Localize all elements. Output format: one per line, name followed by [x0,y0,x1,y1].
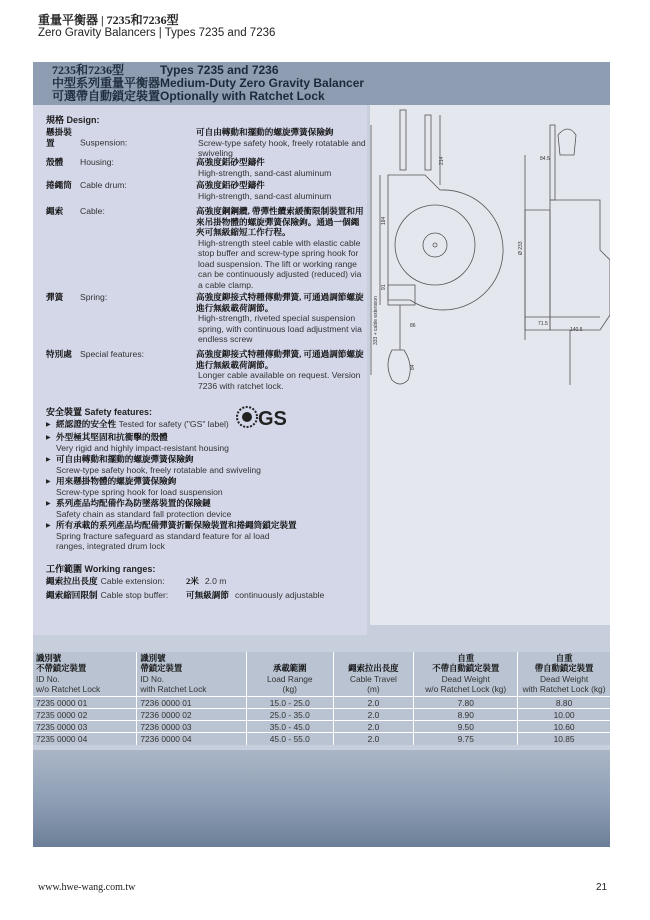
table-cell: 7236 0000 03 [137,721,247,733]
table-header [333,652,414,697]
table-cell: 2.0 [333,733,414,745]
working-row [46,576,366,587]
table-cell: 2.0 [333,697,414,709]
design-desc [196,127,366,159]
page-number: 21 [596,882,608,893]
table-cell: 8.90 [414,709,518,721]
dim-label: 184 [381,216,387,225]
dim-label: Ø 233 [518,241,524,255]
table-header-line: Load Range [266,674,313,684]
safety-item-text [46,454,366,475]
header-title-en: Zero Gravity Balancers | Types 7235 and 7236 [38,27,276,39]
header-title-cn: 重量平衡器 | 7235和7236型 [38,13,179,27]
design-desc [196,292,366,345]
dim-label: 84 [410,364,416,370]
table-header-line: with Ratchet Lock (kg) [522,684,606,694]
table-header [246,652,333,697]
table-header-line: 不帶鎖定裝置 [36,664,87,673]
footer-url[interactable]: www.hwe-wang.com.tw [38,882,136,893]
safety-item-text [46,498,366,519]
title-cn-line: 中型系列重量平衡器 [52,76,161,90]
title-en-line: Types 7235 and 7236 [160,63,279,77]
design-desc-cn: 高強度鋁砂型鑄件 [196,157,265,167]
table-header-line: 不帶自動鎖定裝置 [432,664,500,673]
design-label-cn: 捲繩筒 [46,180,72,190]
design-label-cn: 彈簧 [46,292,64,302]
working-value-en: continuously adjustable [234,590,325,600]
table-header-line: 識別號 [36,654,62,663]
dim-label: 91 [381,284,387,290]
background-photo [33,750,610,847]
table-header-line: 繩索拉出長度 [348,664,399,673]
table-cell: 7235 0000 02 [33,709,137,721]
table-header-line: w/o Ratchet Lock [36,684,101,694]
design-label-en: Cable drum: [80,180,127,190]
design-label-cn: 繩索 [46,206,64,216]
dim-label: 84.5 [540,156,550,162]
design-desc-cn: 高強度鋼鋼纜, 帶彈性纜索緩衝限制裝置和用來吊掛物體的螺旋彈簧保險鉤。通過一個繩夾可無級縮短工作行程。 [196,206,364,237]
specs-table [33,652,610,745]
safety-item-text [46,419,366,430]
design-label-en: Spring: [80,292,108,302]
working-heading: 工作範圍 Working ranges: [46,564,156,574]
working-value-cn: 2米 [186,576,199,586]
table-header-line: Dead Weight [539,674,589,684]
design-label-en: Suspension: [80,137,128,148]
safety-item-en: Spring fracture safeguard as standard feature for al load ranges, integrated drum lock [56,530,270,551]
design-label-en: Special features: [80,349,145,359]
table-cell: 10.85 [518,733,610,745]
design-desc [196,206,366,290]
table-cell: 15.0 - 25.0 [246,697,333,709]
table-cell: 10.00 [518,709,610,721]
table-cell: 2.0 [333,709,414,721]
working-label-cn: 繩索拉出長度 [46,576,98,586]
design-desc [196,157,366,178]
table-cell: 7235 0000 01 [33,697,137,709]
safety-item-cn: 用來懸掛物體的螺旋彈簧保險鉤 [56,476,177,486]
table-cell: 7235 0000 04 [33,733,137,745]
safety-item [46,498,366,519]
table-row [33,733,610,745]
design-desc-cn: 可自由轉動和擺動的螺旋彈簧保險鉤 [196,127,334,137]
table-row [33,697,610,709]
table-header-line: ID No. [36,674,60,684]
safety-item-en: Screw-type safety hook, freely rotatable and swiveling [56,464,261,475]
safety-item [46,520,366,552]
safety-item-cn: 可自由轉動和擺動的螺旋彈簧保險鉤 [56,454,194,464]
table-cell: 7236 0000 01 [137,697,247,709]
design-label [46,127,127,148]
design-label-cn: 殼體 [46,157,64,167]
design-label-cn: 特別處 [46,349,72,359]
design-desc [196,180,366,201]
table-header [518,652,610,697]
working-value-en: 2.0 m [204,576,227,586]
safety-item-en: Safety chain as standard fall protection device [56,508,232,519]
working-value [186,590,324,601]
svg-text:GS: GS [258,408,287,429]
dim-label: 140.5 [570,327,583,333]
table-cell: 7236 0000 04 [137,733,247,745]
working-label-en: Cable stop buffer: [100,590,169,600]
table-header-line: w/o Ratchet Lock (kg) [425,684,507,694]
safety-item-cn: 外型極其堅固和抗衝擊的殼體 [56,432,168,442]
table-cell: 2.0 [333,721,414,733]
table-cell: 7235 0000 03 [33,721,137,733]
dim-label: 333 + cable extension [373,296,379,345]
design-desc-en: High-strength, sand-cast aluminum [198,167,332,178]
table-header-line: 帶鎖定裝置 [140,664,183,673]
safety-item [46,454,366,475]
design-label [46,157,114,168]
table-cell: 45.0 - 55.0 [246,733,333,745]
table-row [33,709,610,721]
table-cell: 35.0 - 45.0 [246,721,333,733]
safety-item-text [46,520,366,552]
safety-item [46,432,366,453]
table-cell: 8.80 [518,697,610,709]
table-header-line: (kg) [282,684,297,694]
design-label [46,292,107,303]
dim-label: 86 [410,323,416,329]
design-desc-en: High-strength steel cable with elastic cable stop buffer and screw-type spring hook for load suspension. The lift or working range can be continuously adjusted (reduced) via a cable clamp. [198,237,362,290]
title-en-line: Medium-Duty Zero Gravity Balancer [160,76,365,90]
design-label-cn: 懸掛裝置 [46,127,72,148]
safety-item-text [46,476,366,497]
table-header-line: Dead Weight [441,674,490,684]
working-value [186,576,226,587]
working-row [46,590,366,601]
design-desc-en: High-strength, riveted special suspension spring, with continuous load adjustment via endless screw [198,313,362,344]
table-header-line: 帶自動鎖定裝置 [534,664,594,673]
table-header-line: 自重 [555,654,573,663]
safety-item-cn: 所有承載的系列產品均配備彈簧折斷保險裝置和捲繩筒鎖定裝置 [56,520,297,530]
design-heading: 規格 Design: [46,115,100,125]
table-cell: 25.0 - 35.0 [246,709,333,721]
title-cn-line: 可選帶自動鎖定裝置 [52,89,161,103]
safety-item-cn: 經認證的安全性 [56,419,117,429]
title-en-line: Optionally with Ratchet Lock [160,89,325,103]
safety-item-en: Screw-type spring hook for load suspension [56,486,223,497]
title-cn-line: 7235和7236型 [52,63,125,77]
table-header-line: 識別號 [140,654,166,663]
table-header-line: with Ratchet Lock [140,684,207,694]
balancer-diagram [370,105,610,400]
working-label-cn: 繩索縮回限制 [46,590,98,600]
table-cell: 10.60 [518,721,610,733]
title-cn [52,64,160,103]
table-header-line: (m) [367,684,380,694]
design-label-en: Housing: [80,157,114,167]
table-header-line: 承載範圍 [273,664,307,673]
design-desc-cn: 高強度鉚接式特種傳動彈簧, 可通過調節螺旋進行無級載荷調節。 [196,292,364,313]
safety-item [46,419,366,430]
safety-item [46,476,366,497]
dim-label: 214 [439,156,445,165]
working-label-en: Cable extension: [100,576,165,586]
design-desc-cn: 高強度鉚接式特種傳動彈簧, 可通過調節螺旋進行無級載荷調節。 [196,349,364,370]
safety-heading: 安全裝置 Safety features: [46,407,153,417]
table-header-line: 自重 [457,654,475,663]
table-row [33,721,610,733]
design-label [46,180,127,191]
safety-item-text [46,432,366,453]
title-en [160,64,364,103]
table-header [414,652,518,697]
table-cell: 9.75 [414,733,518,745]
design-desc-en: Longer cable available on request. Version 7236 with ratchet lock. [198,370,361,391]
design-desc [196,349,366,391]
table-cell: 9.50 [414,721,518,733]
safety-item-en: Tested for safety ("GS" label) [118,419,229,429]
table-header [33,652,137,697]
safety-item-en: Very rigid and highly impact-resistant housing [56,442,229,453]
design-label [46,206,105,217]
table-header [137,652,247,697]
table-cell: 7.80 [414,697,518,709]
table-header-line: ID No. [140,674,165,684]
table-header-line: Cable Travel [349,674,397,684]
design-label-en: Cable: [80,206,105,216]
safety-item-cn: 系列產品均配備作為防墜落裝置的保險鏈 [56,498,211,508]
design-label [46,349,144,360]
design-desc-en: High-strength, sand-cast aluminum [198,190,332,201]
dim-label: 71.5 [538,321,548,327]
design-desc-cn: 高強度鋁砂型鑄件 [196,180,265,190]
working-value-cn: 可無級調節 [186,590,229,600]
table-cell: 7236 0000 02 [137,709,247,721]
design-desc-en: Screw-type safety hook, freely rotatable and swiveling [198,137,366,158]
